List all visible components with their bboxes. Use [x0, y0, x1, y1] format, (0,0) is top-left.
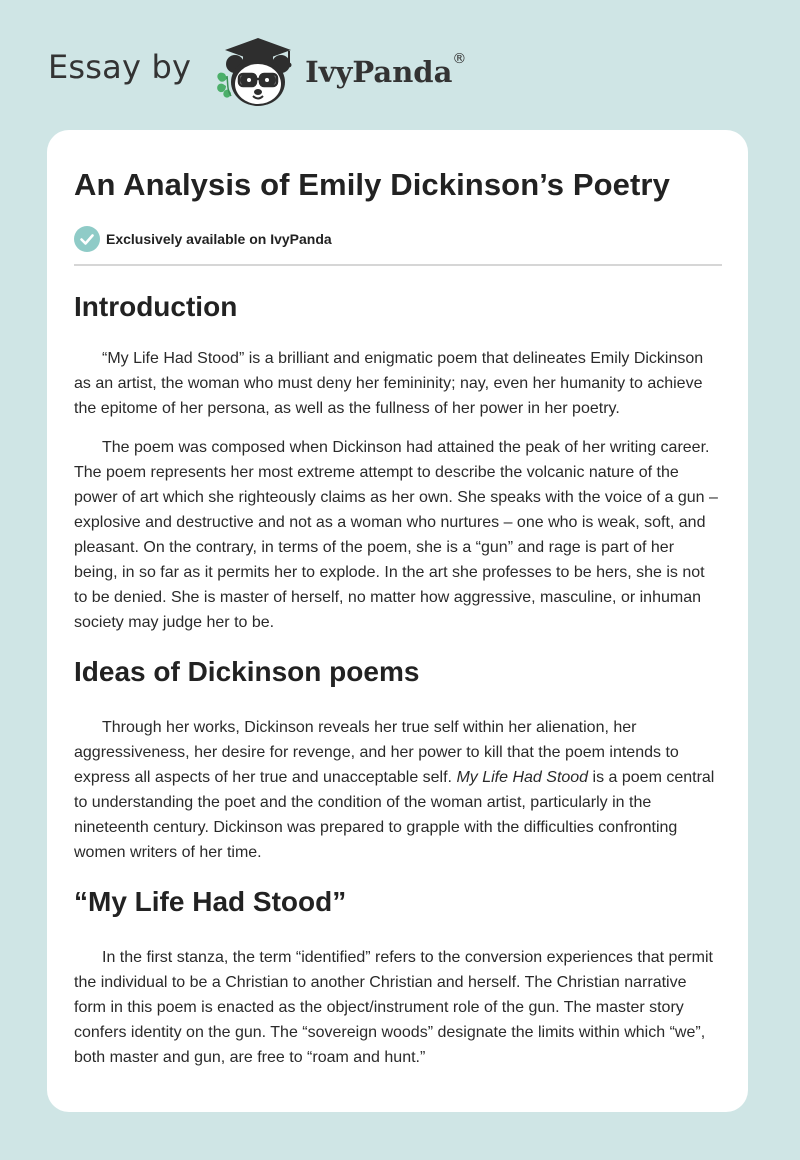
- brand-name: [305, 51, 467, 89]
- paragraph: [74, 715, 722, 865]
- essay-card: [47, 130, 748, 1112]
- poem-title-italic: My Life Had Stood: [456, 769, 589, 786]
- divider: [74, 264, 722, 266]
- section-introduction: [74, 290, 722, 635]
- paragraph: In the first stanza, the term “identified” refers to the conversion experiences that permit the individual to be a Christian to another Christian and herself. The Christian narrative form in this poem is enacted as the object/instrument role of the gun. The master story confers identity on the gun. The “sovereign woods” designate the limits within which “we”, both master and gun, are free to “roam and hunt.”: [74, 949, 713, 1066]
- paragraph: “My Life Had Stood” is a brilliant and enigmatic poem that delineates Emily Dickinson as an artist, the woman who must deny her femininity; nay, even her humanity to achieve the epitome of her persona, as well as the fullness of her power in her poetry.: [74, 350, 704, 417]
- registered-mark: ®: [452, 51, 467, 67]
- check-icon: [74, 226, 100, 252]
- section-heading: Introduction: [74, 291, 238, 322]
- section-heading: “My Life Had Stood”: [74, 886, 347, 917]
- paragraph-text: is a poem central to understanding the poet and the condition of the woman artist, particularly in the nineteenth century. Dickinson was prepared to grapple with the difficulties confronting women writers of her time.: [74, 769, 715, 861]
- section-heading: Ideas of Dickinson poems: [74, 656, 420, 687]
- section-my-life-had-stood: [74, 885, 722, 1070]
- exclusive-label: Exclusively available on IvyPanda: [106, 231, 332, 247]
- paragraph-text: Through her works, Dickinson reveals her true self within her alienation, her aggressiveness, her desire for revenge, and her power to kill that the poem intends to express all aspects of her true and unacceptable self.: [74, 719, 679, 786]
- brand-name-text: IvyPanda: [305, 55, 453, 89]
- brand-header[interactable]: [48, 30, 466, 110]
- brand-prefix: Essay by: [48, 48, 192, 86]
- essay-title: An Analysis of Emily Dickinson’s Poetry: [74, 167, 670, 202]
- paragraph: The poem was composed when Dickinson had attained the peak of her writing career. The poem represents her most extreme attempt to describe the volcanic nature of the power of art which she righteously claims as her own. She speaks with the voice of a gun – explosive and destructive and not as a woman who nurtures – one who is weak, soft, and pleasant. On the contrary, in terms of the poem, she is a “gun” and rage is part of her being, in so far as it permits her to explode. In the art she professes to be hers, she is not to be denied. She is master of herself, no matter how aggressive, masculine, or inhuman society may judge her to be.: [74, 439, 718, 631]
- exclusive-badge: [74, 226, 722, 252]
- panda-logo-icon: [205, 30, 301, 110]
- section-ideas: [74, 655, 722, 865]
